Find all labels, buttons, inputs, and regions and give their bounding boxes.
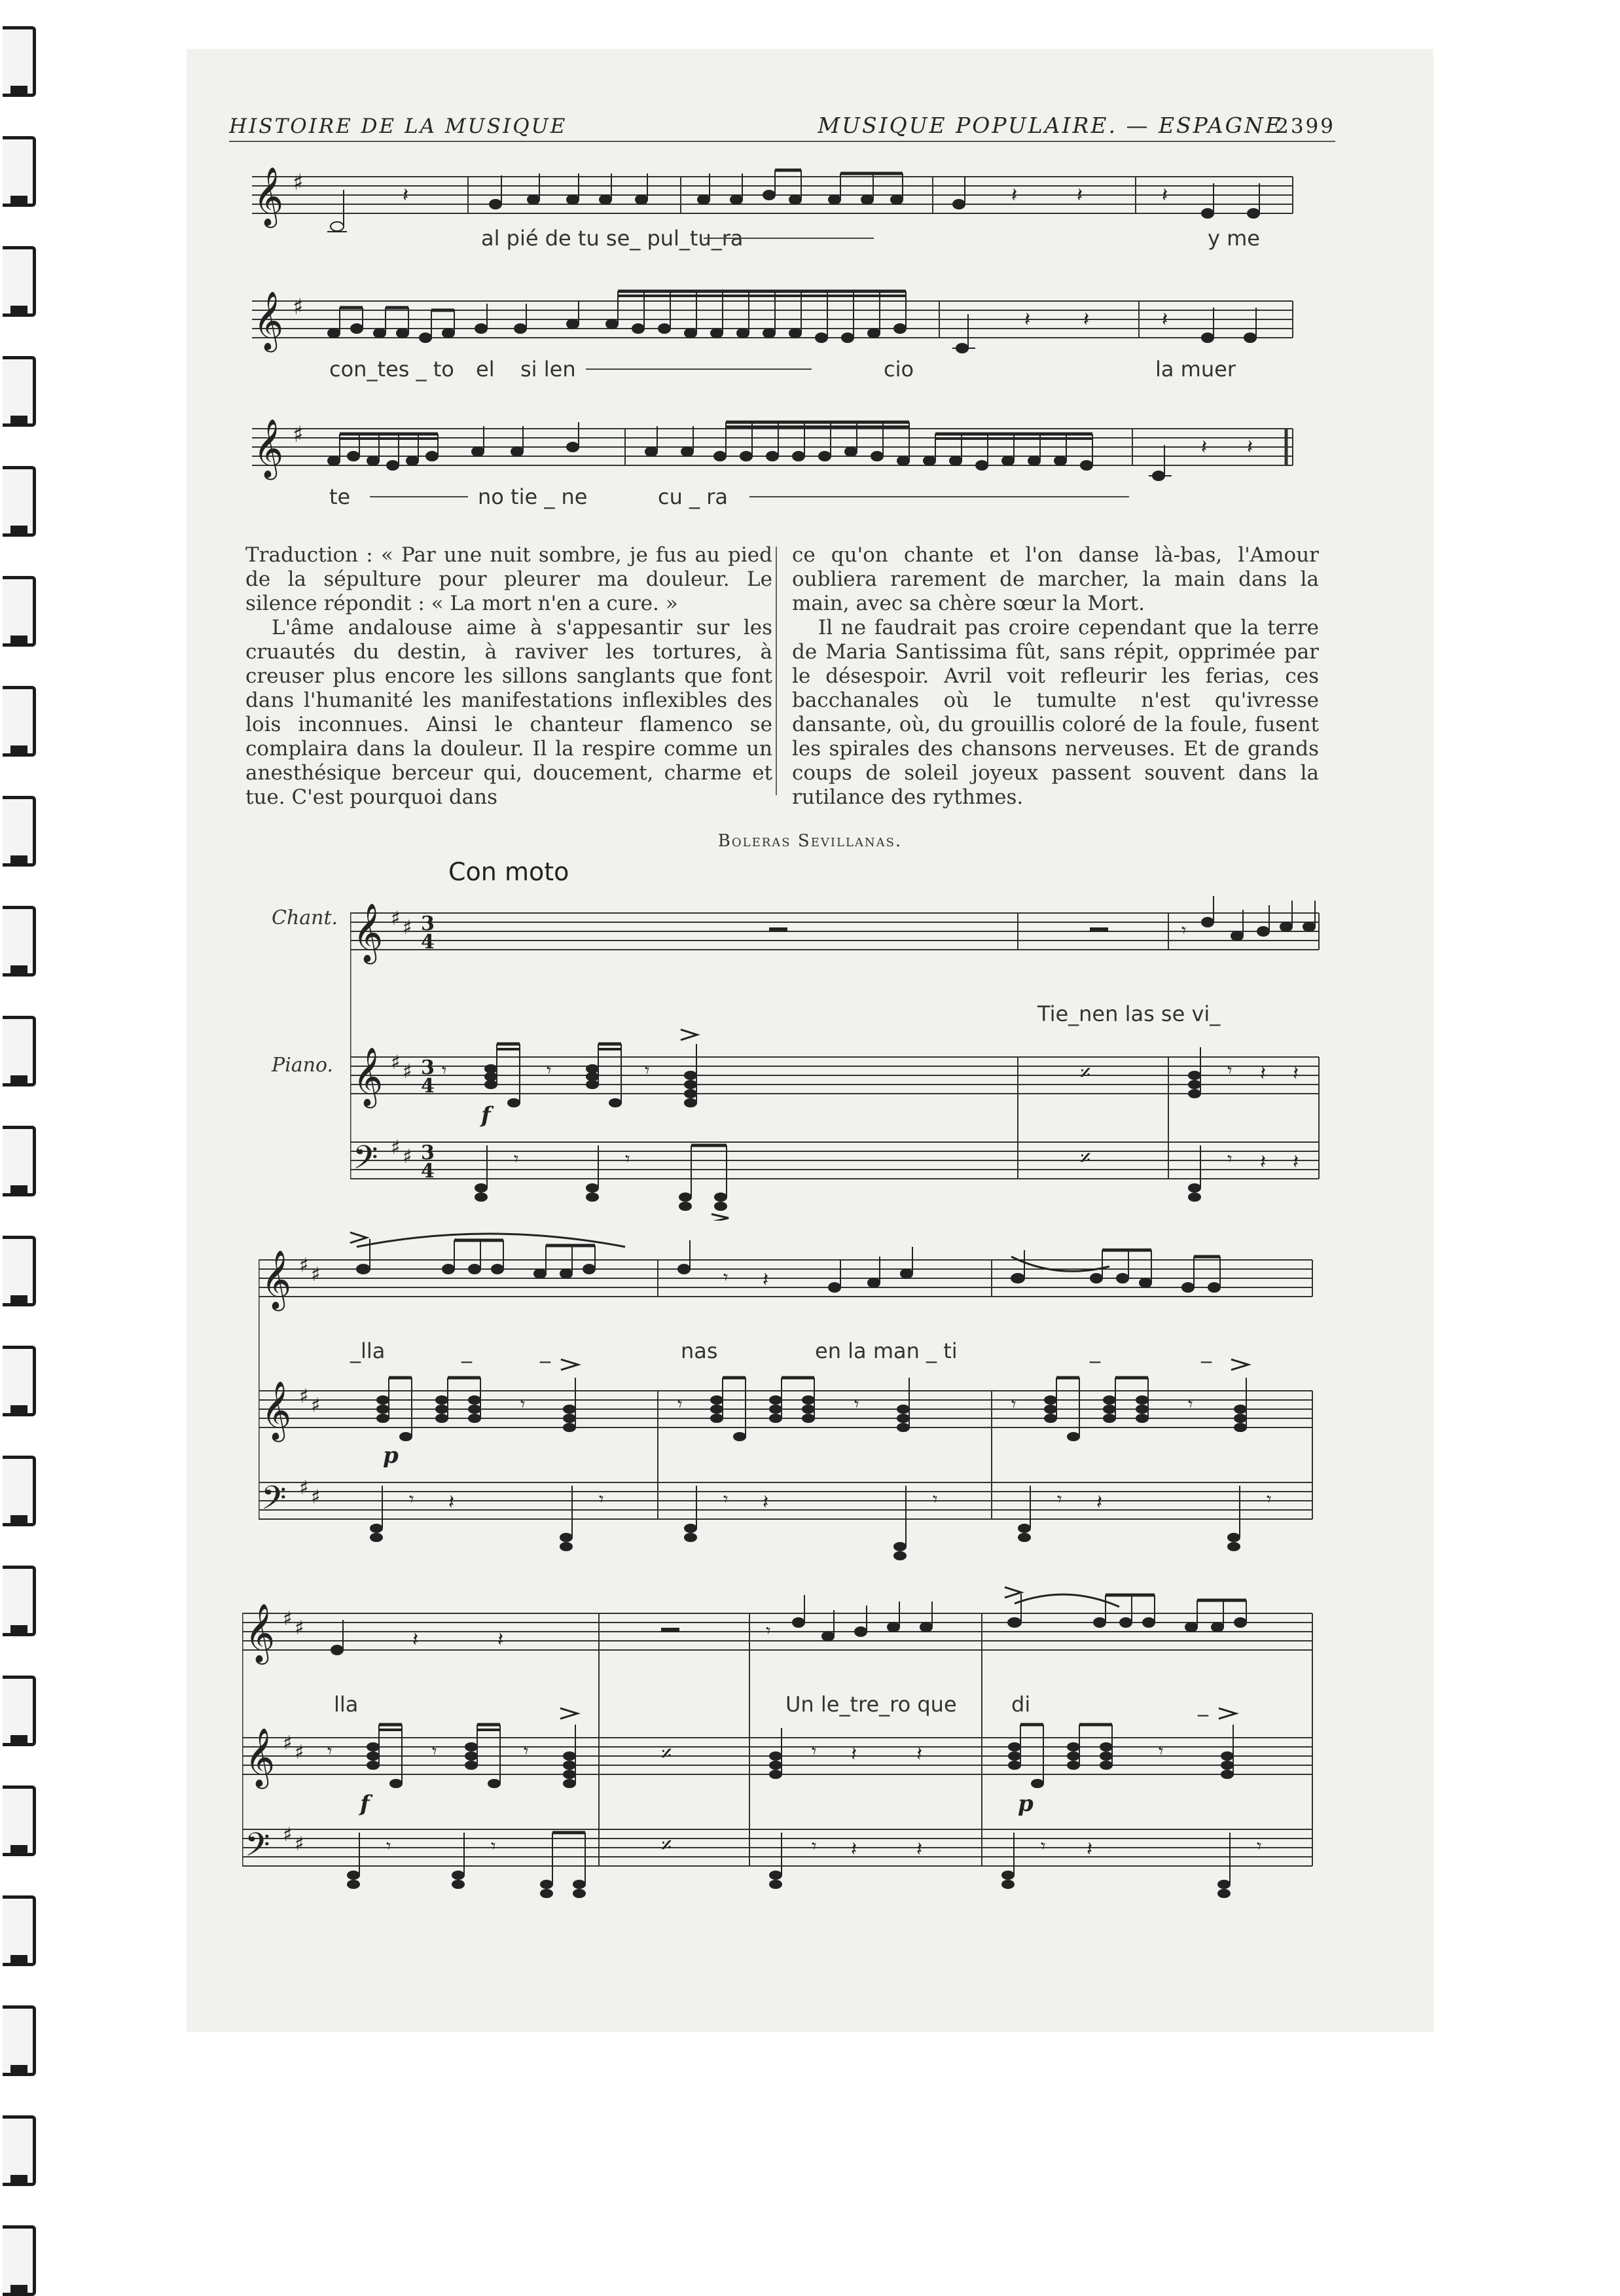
svg-text:4: 4 — [421, 1160, 435, 1183]
binding-ring — [3, 576, 36, 647]
chant-label: Chant. — [272, 906, 338, 929]
fragment-lyrics-3 — [252, 484, 1365, 511]
svg-text:♯: ♯ — [391, 1136, 401, 1159]
svg-text:𝄾: 𝄾 — [524, 1740, 529, 1762]
svg-text:𝄾: 𝄾 — [1057, 1488, 1062, 1510]
page-number: 2399 — [1276, 115, 1335, 138]
binding-ring — [3, 1456, 36, 1526]
svg-text:𝄾: 𝄾 — [1257, 1835, 1262, 1857]
svg-text:𝄞: 𝄞 — [253, 291, 284, 350]
svg-text:♯: ♯ — [293, 294, 304, 320]
dynamic-piano: p — [383, 1443, 399, 1469]
binding-ring — [3, 1785, 36, 1856]
svg-text:♯: ♯ — [311, 1263, 321, 1286]
boleras-lyrics-1 — [1037, 1001, 1220, 1026]
column-divider — [776, 547, 777, 795]
svg-text:𝄾: 𝄾 — [520, 1393, 526, 1415]
binding-ring — [3, 2225, 36, 2296]
running-head — [229, 101, 1335, 142]
svg-text:𝄽: 𝄽 — [1024, 308, 1031, 331]
svg-text:𝄽: 𝄽 — [1162, 308, 1168, 331]
svg-text:𝄽: 𝄽 — [1077, 184, 1083, 207]
svg-text:𝄽: 𝄽 — [497, 1628, 504, 1651]
boleras-system-2 — [259, 1221, 1345, 1574]
svg-text:♯: ♯ — [403, 916, 412, 939]
svg-text:𝄽: 𝄽 — [763, 1491, 769, 1514]
section-title: Boleras Sevillanas. — [717, 831, 903, 851]
fragment-staff-3 — [252, 416, 1365, 488]
svg-text:♯: ♯ — [295, 1741, 304, 1764]
lyric: no tie _ ne — [478, 484, 588, 509]
binding-ring — [3, 1895, 36, 1966]
svg-text:𝄞: 𝄞 — [245, 1728, 276, 1787]
svg-text:𝄾: 𝄾 — [1041, 1835, 1046, 1857]
svg-text:♯: ♯ — [283, 1823, 293, 1846]
svg-text:𝄽: 𝄽 — [763, 1268, 769, 1291]
svg-text:𝄾: 𝄾 — [766, 1620, 771, 1641]
svg-text:𝄾: 𝄾 — [1188, 1393, 1193, 1415]
binding-ring — [3, 1236, 36, 1306]
svg-text:4: 4 — [421, 931, 435, 954]
svg-text:𝄾: 𝄾 — [723, 1488, 729, 1510]
svg-text:𝄞: 𝄞 — [261, 1381, 292, 1440]
binding-ring — [3, 1126, 36, 1196]
dynamic-forte: f — [481, 1102, 491, 1128]
svg-text:𝄾: 𝄾 — [1159, 1740, 1164, 1762]
svg-text:𝄾: 𝄾 — [854, 1393, 859, 1415]
fragment-staff-1 — [252, 164, 1365, 236]
svg-text:♯: ♯ — [299, 1385, 309, 1408]
svg-text:𝄾: 𝄾 — [933, 1488, 938, 1510]
svg-text:𝄾: 𝄾 — [409, 1488, 414, 1510]
binding-ring — [3, 906, 36, 977]
svg-text:♯: ♯ — [403, 1060, 412, 1083]
paragraph: ce qu'on chante et l'on danse là-bas, l'Amour oubliera rarement de marcher, la main dans la main, avec sa chère sœur la Mort. — [792, 543, 1319, 615]
lyric: te — [329, 484, 351, 509]
binding-ring — [3, 2115, 36, 2186]
svg-text:𝄾: 𝄾 — [547, 1060, 552, 1081]
svg-text:𝄢: 𝄢 — [245, 1826, 270, 1872]
lyric: lla — [334, 1692, 359, 1717]
binding-ring — [3, 2005, 36, 2076]
lyric: cu _ ra — [658, 484, 728, 509]
svg-text:♯: ♯ — [391, 1051, 401, 1074]
svg-text:𝄎: 𝄎 — [661, 1741, 672, 1767]
svg-text:4: 4 — [421, 1075, 435, 1098]
svg-text:𝄾: 𝄾 — [812, 1740, 817, 1762]
binding-ring — [3, 1566, 36, 1636]
svg-text:♯: ♯ — [299, 1254, 309, 1277]
lyric: di — [1011, 1692, 1031, 1717]
dynamic-piano: p — [1018, 1791, 1034, 1817]
binding-ring — [3, 26, 36, 97]
lyric-extender — [586, 368, 812, 370]
lyric: _lla — [350, 1338, 386, 1363]
svg-text:𝄾: 𝄾 — [327, 1740, 333, 1762]
binding-ring — [3, 1016, 36, 1086]
boleras-system-3 — [242, 1574, 1342, 1914]
binding-ring — [3, 246, 36, 317]
running-head-left: HISTOIRE DE LA MUSIQUE — [229, 115, 567, 138]
svg-text:3: 3 — [421, 1056, 435, 1079]
svg-text:𝄾: 𝄾 — [599, 1488, 604, 1510]
svg-text:𝄽: 𝄽 — [1260, 1151, 1267, 1174]
svg-text:𝄾: 𝄾 — [625, 1148, 630, 1170]
svg-text:♯: ♯ — [293, 422, 304, 448]
svg-text:𝄽: 𝄽 — [1162, 184, 1168, 207]
binding-ring — [3, 796, 36, 867]
svg-text:𝄾: 𝄾 — [1227, 1060, 1233, 1081]
svg-text:𝄾: 𝄾 — [386, 1835, 391, 1857]
text-column-left — [245, 543, 772, 810]
svg-text:𝄾: 𝄾 — [723, 1266, 729, 1288]
svg-text:𝄾: 𝄾 — [442, 1060, 447, 1081]
svg-text:♯: ♯ — [299, 1477, 309, 1499]
svg-text:𝄢: 𝄢 — [261, 1479, 287, 1525]
lyric-extender — [749, 496, 1129, 497]
lyric: cio — [884, 357, 914, 382]
svg-text:𝄽: 𝄽 — [1247, 436, 1253, 459]
svg-text:♯: ♯ — [295, 1833, 304, 1856]
svg-text:𝄞: 𝄞 — [353, 1047, 384, 1106]
svg-text:♯: ♯ — [283, 1607, 293, 1630]
lyric: la muer — [1155, 357, 1236, 382]
binding-ring — [3, 356, 36, 427]
svg-text:𝄾: 𝄾 — [1227, 1148, 1233, 1170]
dynamic-forte: f — [360, 1791, 370, 1817]
tempo-marking: Con moto — [448, 857, 569, 886]
svg-text:𝄽: 𝄽 — [1087, 1838, 1093, 1861]
lyric: si len — [520, 357, 576, 382]
lyric-extender — [370, 496, 468, 497]
svg-text:♯: ♯ — [311, 1486, 321, 1509]
svg-text:𝄎: 𝄎 — [1080, 1145, 1091, 1172]
svg-text:𝄽: 𝄽 — [1096, 1491, 1103, 1514]
svg-text:𝄽: 𝄽 — [412, 1628, 419, 1651]
boleras-lyrics-2 — [259, 1338, 1345, 1365]
svg-text:𝄾: 𝄾 — [1267, 1488, 1272, 1510]
svg-text:♯: ♯ — [391, 907, 401, 930]
svg-text:𝄽: 𝄽 — [1260, 1062, 1267, 1085]
lyric: _ — [1198, 1692, 1208, 1717]
lyric: Un le_tre_ro que — [785, 1692, 957, 1717]
fragment-staff-2 — [252, 288, 1365, 360]
lyric: _ — [540, 1338, 550, 1363]
binding-ring — [3, 466, 36, 537]
binding-ring — [3, 1346, 36, 1416]
fragment-lyrics-2 — [252, 357, 1365, 383]
fragment-lyrics-1 — [252, 226, 1365, 252]
paragraph: L'âme andalouse aime à s'appesantir sur les cruautés du destin, à raviver les tortures, à creuser plus encore les sillons sanglants que font dans l'humanité les manifestations inflexibles des lois inconnues. Ainsi le chanteur flamenco se complaira dans la douleur. Il la respire comme un anesthésique berceur qui, doucement, charme et tue. C'est pourquoi dans — [245, 616, 772, 809]
binding-ring — [3, 686, 36, 757]
svg-text:♯: ♯ — [295, 1617, 304, 1640]
svg-text:𝄞: 𝄞 — [253, 419, 284, 478]
book-page — [187, 49, 1433, 2032]
svg-text:𝄞: 𝄞 — [353, 903, 384, 962]
svg-text:𝄾: 𝄾 — [432, 1740, 437, 1762]
svg-text:𝄾: 𝄾 — [812, 1835, 817, 1857]
binding-ring — [3, 1676, 36, 1746]
svg-text:𝄽: 𝄽 — [851, 1838, 857, 1861]
svg-text:𝄞: 𝄞 — [261, 1250, 292, 1309]
svg-text:3: 3 — [421, 1141, 435, 1164]
svg-text:𝄞: 𝄞 — [245, 1604, 276, 1662]
svg-text:𝄾: 𝄾 — [514, 1148, 519, 1170]
time-sig-top: 3 — [421, 912, 435, 935]
svg-text:𝄽: 𝄽 — [448, 1491, 455, 1514]
svg-text:𝄾: 𝄾 — [1011, 1393, 1017, 1415]
svg-text:𝄾: 𝄾 — [677, 1393, 683, 1415]
spiral-binding — [0, 0, 46, 2291]
svg-text:𝄽: 𝄽 — [1201, 436, 1208, 459]
svg-text:𝄞: 𝄞 — [253, 167, 284, 226]
svg-text:𝄾: 𝄾 — [645, 1060, 650, 1081]
running-head-right: MUSIQUE POPULAIRE. — ESPAGNE — [818, 113, 1283, 138]
lyric: Tie_nen las se vi_ — [1037, 1001, 1221, 1026]
svg-text:𝄽: 𝄽 — [403, 184, 409, 207]
paragraph: Il ne faudrait pas croire cependant que la terre de Maria Santissima fût, sans répit, opprimée par le désespoir. Avril voit refleurir les ferias, ces bacchanales où le tumulte n'est qu'ivresse dansante, où, du grouillis coloré de la foule, fusent les spirales des chansons nerveuses. Et de grands coups de soleil joyeux passent souvent dans la rutilance des rythmes. — [792, 616, 1319, 809]
svg-text:𝄽: 𝄽 — [1083, 308, 1090, 331]
paragraph: Traduction : « Par une nuit sombre, je fus au pied de la sépulture pour pleurer ma douleur. Le silence répondit : « La mort n'en a cure. » — [245, 543, 772, 615]
lyric: _ — [461, 1338, 472, 1363]
lyric: _ — [1201, 1338, 1212, 1363]
svg-text:♯: ♯ — [311, 1394, 321, 1417]
boleras-lyrics-3 — [242, 1692, 1342, 1718]
svg-text:♯: ♯ — [283, 1732, 293, 1755]
text-column-right — [792, 543, 1319, 810]
svg-text:𝄽: 𝄽 — [1293, 1151, 1299, 1174]
svg-text:𝄢: 𝄢 — [353, 1139, 378, 1185]
lyric: al pié de tu se_ pul_tu_ra — [481, 226, 744, 251]
svg-text:𝄽: 𝄽 — [916, 1743, 923, 1766]
lyric: el — [476, 357, 495, 382]
svg-text:𝄽: 𝄽 — [916, 1838, 923, 1861]
binding-ring — [3, 136, 36, 207]
lyric-extender — [704, 238, 874, 239]
svg-text:𝄽: 𝄽 — [1011, 184, 1018, 207]
svg-text:𝄾: 𝄾 — [491, 1835, 496, 1857]
lyric: en la man _ ti — [815, 1338, 958, 1363]
boleras-system-1 — [350, 880, 1345, 1221]
lyric: nas — [681, 1338, 718, 1363]
svg-text:♯: ♯ — [403, 1145, 412, 1168]
svg-text:♯: ♯ — [293, 170, 304, 196]
svg-text:𝄾: 𝄾 — [1181, 920, 1187, 941]
lyric: con_tes _ to — [329, 357, 454, 382]
lyric: y me — [1208, 226, 1260, 251]
svg-text:𝄽: 𝄽 — [851, 1743, 857, 1766]
svg-text:𝄽: 𝄽 — [1293, 1062, 1299, 1085]
svg-text:𝄎: 𝄎 — [1080, 1060, 1091, 1086]
piano-label: Piano. — [272, 1054, 334, 1077]
svg-text:𝄎: 𝄎 — [661, 1833, 672, 1859]
lyric: _ — [1090, 1338, 1100, 1363]
